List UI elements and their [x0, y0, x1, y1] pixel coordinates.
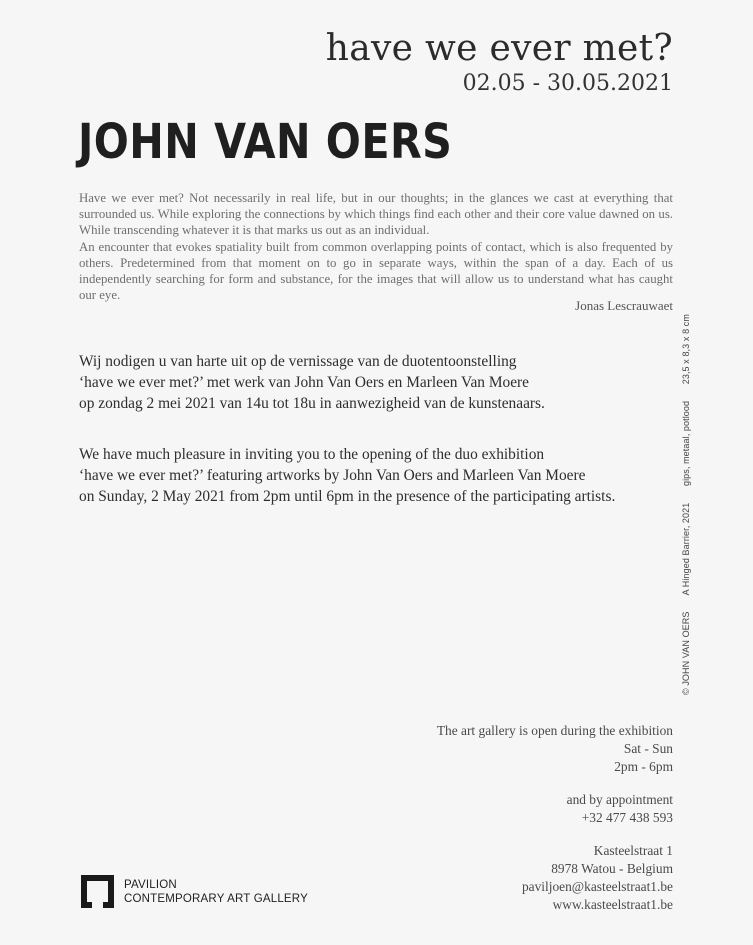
gallery-logo [79, 873, 308, 910]
essay-text [79, 190, 673, 303]
invitation-english-line-1: We have much pleasure in inviting you to the opening of the duo exhibition [79, 446, 545, 463]
essay-paragraph-2: An encounter that evokes spatiality built from common overlapping points of contact, which is also frequented by others. Predetermined from that moment on to go in separate ways, within the span of a day. Each of us independently searching for form and substance, for the images that will allow us to understand what has caught our eye. [79, 239, 673, 303]
artwork-caption [681, 300, 691, 695]
opening-hours: 2pm - 6pm [614, 759, 673, 774]
address-street: Kasteelstraat 1 [593, 843, 673, 858]
invitation-english-line-3: on Sunday, 2 May 2021 from 2pm until 6pm in the presence of the participating artists. [79, 488, 616, 505]
invitation-dutch-line-1: Wij nodigen u van harte uit op de vernissage van de duotentoonstelling [79, 353, 517, 370]
invitation-dutch-line-3: op zondag 2 mei 2021 van 14u tot 18u in aanwezigheid van de kunstenaars. [79, 395, 545, 412]
artist-name: JOHN VAN OERS [78, 114, 453, 170]
address-city: 8978 Watou - Belgium [551, 861, 673, 876]
essay-author: Jonas Lescrauwaet [575, 298, 673, 313]
caption-dimensions: 23,5 x 8,3 x 8 cm [681, 314, 691, 385]
invitation-dutch [79, 351, 669, 414]
caption-work: A Hinged Barrier, 2021 [681, 502, 691, 596]
gallery-info [437, 722, 673, 914]
caption-material: gips, metaal, potlood [681, 400, 691, 487]
invitation-dutch-line-2: ‘have we ever met?’ met werk van John Van Oers en Marleen Van Moere [79, 374, 530, 391]
caption-credit: © JOHN VAN OERS [681, 611, 691, 695]
invitation-english-line-2: ‘have we ever met?’ featuring artworks by John Van Oers and Marleen Van Moere [79, 467, 586, 484]
essay-paragraph-1: Have we ever met? Not necessarily in real life, but in our thoughts; in the glances we cast at everything that surrounded us. While exploring the connections by which things find each other and their core value dawned on us. While transcending whatever it is that marks us out as an individual. [79, 191, 673, 238]
logo-name: PAVILION [124, 878, 177, 891]
exhibition-title: have we ever met? [325, 28, 673, 69]
phone-number: +32 477 438 593 [581, 810, 673, 825]
website-link[interactable]: www.kasteelstraat1.be [552, 897, 673, 912]
exhibition-dates: 02.05 - 30.05.2021 [462, 71, 673, 96]
opening-text: The art gallery is open during the exhibition [436, 723, 673, 738]
logo-subtitle: CONTEMPORARY ART GALLERY [124, 892, 308, 905]
email-link[interactable]: paviljoen@kasteelstraat1.be [521, 879, 673, 894]
appointment-text: and by appointment [566, 792, 673, 807]
opening-days: Sat - Sun [623, 741, 673, 756]
pavilion-logo-icon [79, 873, 116, 910]
invitation-english [79, 444, 669, 507]
